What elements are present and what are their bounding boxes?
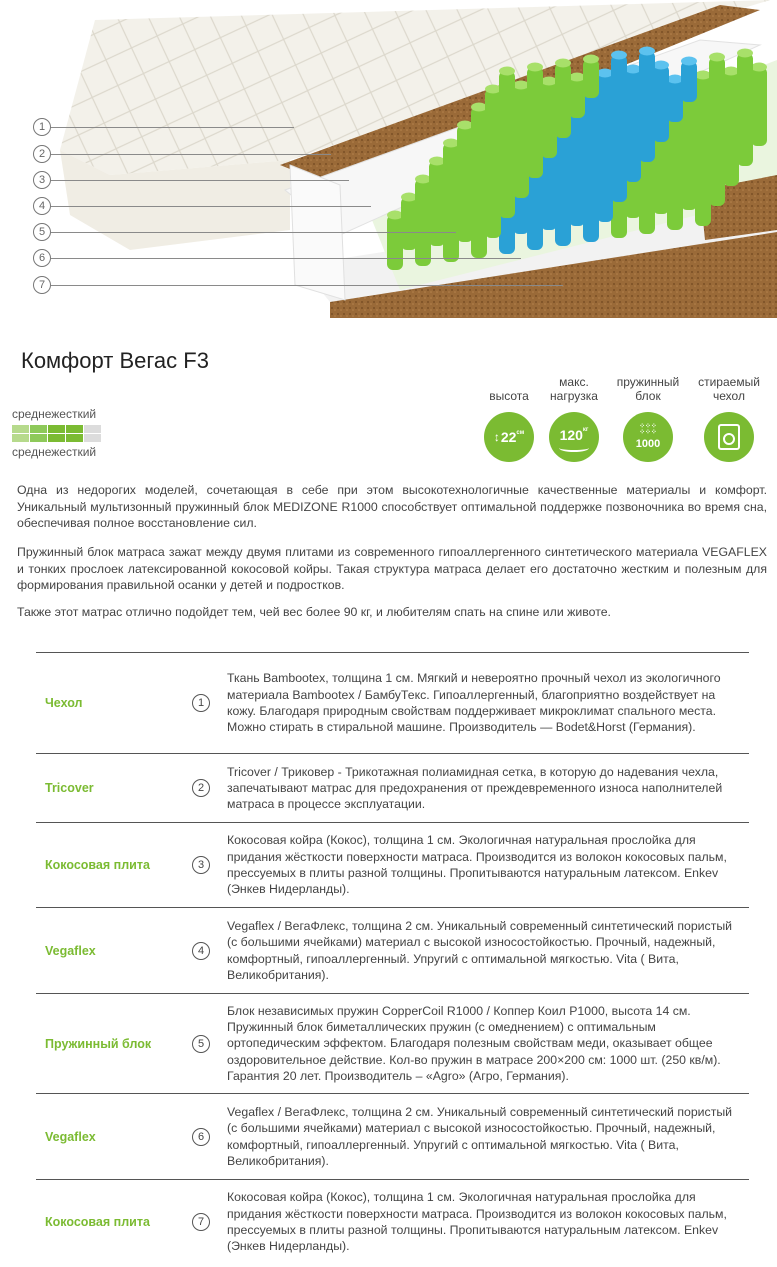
- callout-3-line: [51, 180, 349, 181]
- callout-4: 4: [33, 197, 51, 215]
- layer-number-badge: [176, 856, 226, 874]
- callout-5-line: [51, 232, 456, 233]
- spring-coil-top: [681, 57, 697, 66]
- layer-number: 5: [192, 1035, 210, 1053]
- firmness-cell: [12, 434, 29, 442]
- spring-coil: [723, 71, 739, 114]
- callout-1-line: [51, 127, 294, 128]
- description-paragraph-3: Также этот матрас отлично подойдет тем, чей вес более 90 кг, и любителям спать на спине или животе.: [17, 605, 611, 619]
- spring-coil: [429, 161, 445, 210]
- feature-washable-cover: [693, 373, 765, 462]
- spring-coil-top: [723, 67, 739, 76]
- layer-name: Кокосовая плита: [45, 1215, 150, 1229]
- mattress-layers-graphic: [0, 0, 777, 318]
- spring-coil: [415, 179, 431, 230]
- layer-number: 2: [192, 779, 210, 797]
- firmness-cell: [66, 425, 83, 433]
- table-row: [36, 1094, 749, 1180]
- spring-coil-top: [555, 59, 571, 68]
- spring-coil: [653, 65, 669, 106]
- spring-coil-top: [541, 77, 557, 86]
- spring-coil-top: [569, 73, 585, 82]
- spring-coil-top: [695, 71, 711, 80]
- spring-coil: [709, 57, 725, 98]
- layer-description: Блок независимых пружин CopperCoil R1000 / Коппер Коил Р1000, высота 14 см. Пружинный блок биметаллических пружин (с омеднением) с оптимальным ортопедическим эффектом. Благодаря полезным свойствам меди, оказывает общее оздоровительное действие. Кол-во пружин в матрасе 200×200 см: 1000 шт. (250 кв/м). Гарантия 20 лет. Производитель – «Agro» (Агро, Германия).: [227, 1003, 721, 1083]
- layer-number: 6: [192, 1128, 210, 1146]
- spring-coil: [527, 67, 543, 106]
- feature-max-load: [538, 373, 610, 462]
- firmness-cell: [12, 425, 29, 433]
- spring-coil: [443, 143, 459, 190]
- feature-spring-block-label: пружинный блок: [616, 375, 680, 403]
- firmness-cell: [66, 434, 83, 442]
- spring-coil-top: [751, 63, 767, 72]
- spring-block-icon: [623, 412, 673, 462]
- spring-grid-glyph: ⁘⁘⁘ ⁘⁘⁘: [639, 423, 657, 436]
- firmness-cell: [30, 425, 47, 433]
- table-row: [36, 994, 749, 1094]
- callout-3: 3: [33, 171, 51, 189]
- feature-height-label: высота: [489, 389, 529, 403]
- feature-spring-block: [612, 373, 684, 462]
- spring-coil: [625, 69, 641, 110]
- feature-height-value: 22: [500, 429, 517, 445]
- table-row: [36, 754, 749, 823]
- feature-spring-block-value: 1000: [635, 438, 661, 450]
- layer-number-badge: [176, 1128, 226, 1146]
- firmness-cell: [48, 425, 65, 433]
- layer-name: Чехол: [45, 696, 83, 710]
- layer-number: 3: [192, 856, 210, 874]
- callout-2: 2: [33, 145, 51, 163]
- spring-coil: [751, 67, 767, 110]
- spring-coil-top: [611, 51, 627, 60]
- spring-coil-top: [527, 63, 543, 72]
- spring-coil: [695, 75, 711, 118]
- callout-5: 5: [33, 223, 51, 241]
- spring-coil-top: [513, 81, 529, 90]
- table-row: [36, 908, 749, 994]
- firmness-cell: [84, 434, 101, 442]
- layer-number-badge: [176, 1035, 226, 1053]
- callout-6-line: [51, 258, 521, 259]
- firmness-scale: [12, 425, 101, 442]
- spring-coil-top: [667, 75, 683, 84]
- spring-coil-top: [443, 139, 459, 148]
- spring-coil: [541, 81, 557, 122]
- spring-coil-top: [737, 49, 753, 58]
- layer-number: 4: [192, 942, 210, 960]
- washer-door: [723, 433, 735, 445]
- spring-coil-top: [401, 193, 417, 202]
- spring-coil: [499, 71, 515, 110]
- spring-coil-top: [625, 65, 641, 74]
- firmness-label-top: среднежесткий: [12, 407, 97, 421]
- spring-coil-top: [639, 47, 655, 56]
- feature-height: [473, 373, 545, 462]
- firmness-label-bottom: среднежесткий: [12, 445, 97, 459]
- layer-name: Vegaflex: [45, 1129, 96, 1144]
- mattress-cutaway-illustration: [0, 0, 777, 318]
- table-row: [36, 823, 749, 908]
- layer-name: Пружинный блок: [45, 1036, 152, 1051]
- spring-coil-top: [471, 103, 487, 112]
- spring-coil: [639, 51, 655, 90]
- weight-icon: [549, 412, 599, 462]
- firmness-cell: [30, 434, 47, 442]
- feature-max-load-value: 120: [559, 427, 583, 443]
- spring-coil: [387, 215, 403, 270]
- table-row: [36, 1180, 749, 1264]
- callout-4-line: [51, 206, 371, 207]
- callout-6: 6: [33, 249, 51, 267]
- spring-coil: [737, 53, 753, 94]
- spring-coil: [569, 77, 585, 118]
- callout-2-line: [51, 154, 331, 155]
- spring-coil-top: [387, 211, 403, 220]
- spring-coil-top: [429, 157, 445, 166]
- layer-name: Vegaflex: [45, 943, 96, 958]
- spring-coil: [611, 55, 627, 94]
- spring-coil-top: [709, 53, 725, 62]
- layer-number-badge: [176, 694, 226, 712]
- feature-washable-cover-label: стираемый чехол: [698, 375, 760, 403]
- spring-coil-top: [499, 67, 515, 76]
- spring-coil-top: [653, 61, 669, 70]
- spring-coil: [471, 107, 487, 150]
- callout-7-line: [51, 285, 563, 286]
- feature-max-load-unit: кг: [582, 427, 589, 433]
- layer-number-badge: [176, 942, 226, 960]
- layer-description: Кокосовая койра (Кокос), толщина 1 см. Экологичная натуральная прослойка для придания жёсткости поверхности матраса. Производится из волокон кокосовых пальм, прессуемых в плиты разной толщины. Пропитываются натуральным латексом. Enkev (Энкев Нидерланды).: [227, 1190, 727, 1254]
- firmness-cell: [48, 434, 65, 442]
- description-paragraph-1: Одна из недорогих моделей, сочетающая в себе при этом высокотехнологичные качественные материалы и комфорт. Уникальный мультизонный пружинный блок MEDIZONE R1000 способствует оптимальной поддержке позвоночника во время сна, обеспечивая полное восстановление сил.: [17, 483, 767, 530]
- spring-coil: [583, 59, 599, 98]
- firmness-scale-row: [12, 425, 101, 433]
- weight-curve: [559, 444, 589, 452]
- feature-height-unit: см: [516, 430, 525, 436]
- layer-description: Tricover / Триковер - Трикотажная полиамидная сетка, в которую до надевания чехла, запечатывают матрас для предохранения от преждевременного износа наполнителей матраса в процессе эксплуатации.: [227, 764, 723, 812]
- spring-coil-top: [583, 55, 599, 64]
- spring-coil: [597, 73, 613, 114]
- washer-body: [718, 424, 740, 450]
- feature-max-load-label: макс. нагрузка: [550, 375, 598, 403]
- spring-coil-top: [485, 85, 501, 94]
- layer-number-badge: [176, 779, 226, 797]
- layer-number: 1: [192, 694, 210, 712]
- layer-description: Vegaflex / ВегаФлекс, толщина 2 см. Уникальный современный синтетический пористый (с большими ячейками) материал с высокой износостойкостью. Прочный, надежный, комфортный, гипоаллергенный. Упругий с оптимальной мягкостью. Vita ( Вита, Великобритания).: [227, 1104, 733, 1168]
- firmness-scale-row: [12, 434, 101, 442]
- layer-number: 7: [192, 1213, 210, 1231]
- layer-number-badge: [176, 1213, 226, 1231]
- spring-coil: [457, 125, 473, 170]
- spring-coil-top: [457, 121, 473, 130]
- callout-7: 7: [33, 276, 51, 294]
- description-paragraph-2: Пружинный блок матраса зажат между двумя плитами из современного гипоаллергенного синтетического материала VEGAFLEX и тонких прослоек латексированной кокосовой койры. Такая структура матраса делает его достаточно жестким и полезным для формирования правильной осанки у детей и подростков.: [17, 545, 767, 592]
- layer-name: Tricover: [45, 781, 94, 795]
- layers-spec-table: [36, 652, 749, 1264]
- spring-coil: [667, 79, 683, 122]
- spring-coil: [555, 63, 571, 102]
- firmness-cell: [84, 425, 101, 433]
- layer-description: Vegaflex / ВегаФлекс, толщина 2 см. Уникальный современный синтетический пористый (с большими ячейками) материал с высокой износостойкостью. Прочный, надежный, комфортный, гипоаллергенный. Упругий с оптимальной мягкостью. Vita ( Вита, Великобритания).: [227, 918, 733, 982]
- height-arrows-icon: ↕ 22 см: [484, 412, 534, 462]
- washing-machine-icon: [704, 412, 754, 462]
- spring-coil: [513, 85, 529, 126]
- spring-coil-top: [597, 69, 613, 78]
- table-row: [36, 653, 749, 754]
- callout-1: 1: [33, 118, 51, 136]
- layer-description: Кокосовая койра (Кокос), толщина 1 см. Экологичная натуральная прослойка для придания жёсткости поверхности матраса. Производится из волокон кокосовых пальм, прессуемых в плиты разной толщины. Пропитываются натуральным латексом. Enkev (Энкев Нидерланды).: [227, 833, 727, 897]
- spring-coil: [485, 89, 501, 130]
- layer-name: Кокосовая плита: [45, 858, 150, 872]
- layer-description: Ткань Bambootex, толщина 1 см. Мягкий и невероятно прочный чехол из экологичного материала Bambootex / БамбуТекс. Гипоаллергенный, благоприятно воздействует на кожу. Благодаря природным свойствам поддерживает микроклимат спального места. Можно стирать в стиральной машине. Производитель — Bodet&Horst (Германия).: [227, 671, 721, 735]
- spring-coil: [401, 197, 417, 250]
- spring-coil: [681, 61, 697, 102]
- product-title: Комфорт Вегас F3: [21, 348, 209, 373]
- spring-coil-top: [415, 175, 431, 184]
